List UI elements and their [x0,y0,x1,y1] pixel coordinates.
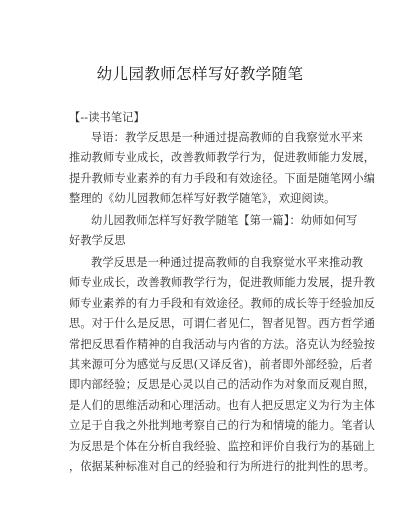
body-line: 教学反思是一种通过提高教师的自我察觉水平来推动教 [91,256,364,269]
body-line: 即内部经验；反思是心灵以自己的活动作为对象而反观自照， [69,378,376,392]
intro-line: 导语：教学反思是一种通过提高教师的自我察觉水平来 [91,131,364,144]
intro-paragraph [69,128,376,210]
body-line: 是人们的思维活动和心理活动。也有人把反思定义为行为主体 [69,398,376,412]
intro-line: 提升教师专业素养的有力手段和有效途径。下面是随笔网小编 [69,171,376,185]
tag-label: 【--读书笔记】 [69,111,145,124]
body-line: 思。对于什么是反思，可谓仁者见仁，智者见智。西方哲学通 [69,317,376,331]
body-line: 师专业素养的有力手段和有效途径。教师的成长等于经验加反 [69,296,376,310]
body-line: 其来源可分为感觉与反思(又译反省)，前者即外部经验，后者 [69,358,373,372]
section-heading [69,211,358,252]
document-title: 幼儿园教师怎样写好教学随笔 [96,65,304,83]
intro-line: 推动教师专业成长，改善教师教学行为，促进教师能力发展， [69,151,376,165]
section-line: 幼儿园教师怎样写好教学随笔【第一篇】：幼师如何写 [91,214,358,227]
section-line: 好教学反思 [69,234,126,248]
body-line: 师专业成长，改善教师教学行为，促进教师能力发展，提升教 [69,276,376,290]
body-line: 为反思是个体在分析自我经验、监控和评价自我行为的基础上 [69,439,376,453]
body-paragraph [69,253,376,477]
body-line: 常把反思看作精神的自我活动与内省的方法。洛克认为经验按 [69,337,376,351]
body-line: 立足于自我之外批判地考察自己的行为和情境的能力。笔者认 [69,419,376,433]
tag-paragraph [69,108,345,128]
intro-line: 整理的《幼儿园教师怎样写好教学随笔》，欢迎阅读。 [69,192,336,206]
body-line: ，依据某种标准对自己的经验和行为所进行的批判性的思考。 [69,460,376,474]
